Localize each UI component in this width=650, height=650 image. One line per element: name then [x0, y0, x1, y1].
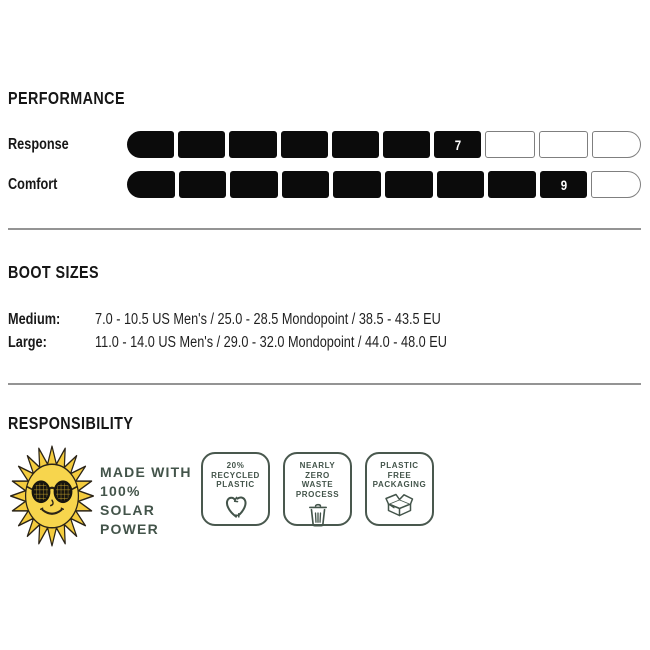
rating-segment: [592, 131, 641, 158]
rating-segment: [281, 131, 328, 158]
rating-segment: [179, 171, 227, 198]
section-divider: [8, 228, 641, 230]
badge-text-line: ZERO: [305, 470, 330, 480]
size-row: [8, 331, 641, 354]
size-label: Large:: [8, 334, 47, 351]
rating-segment: [488, 171, 536, 198]
boot-sizes-heading: BOOT SIZES: [8, 262, 100, 282]
rating-segment: [178, 131, 225, 158]
section-divider: [8, 383, 641, 385]
sun-with-sunglasses-icon: [8, 443, 96, 554]
rating-segment: [333, 171, 381, 198]
open-box-icon: [384, 493, 415, 523]
rating-segment: [230, 171, 278, 198]
recycled-plastic-badge: [201, 452, 270, 526]
badge-text-line: RECYCLED: [211, 470, 260, 480]
solar-power-line: 100% SOLAR: [100, 483, 155, 518]
rating-label: Response: [8, 135, 69, 153]
badge-text: [373, 461, 427, 490]
badge-text-line: PROCESS: [295, 489, 340, 499]
rating-segment: [540, 171, 588, 198]
solar-power-text: [100, 463, 197, 539]
rating-segment: [434, 131, 481, 158]
size-label: Medium:: [8, 311, 61, 328]
rating-segment: [127, 171, 175, 198]
rating-value: 9: [560, 176, 567, 193]
badge-text-line: FREE: [387, 470, 412, 480]
rating-label: Comfort: [8, 175, 58, 193]
badge-text-line: PACKAGING: [372, 480, 427, 489]
trash-bin-icon: [306, 502, 330, 532]
rating-segment: [127, 131, 174, 158]
responsibility-row: [8, 443, 641, 554]
size-value: 7.0 - 10.5 US Men's / 25.0 - 28.5 Mondopoint / 38.5 - 43.5 EU: [95, 311, 441, 328]
rating-segment: [591, 171, 641, 198]
rating-segment: [539, 131, 588, 158]
rating-segment: [485, 131, 534, 158]
responsibility-heading: RESPONSIBILITY: [8, 413, 134, 433]
zero-waste-badge: [283, 452, 352, 526]
badge-text-line: PLASTIC: [216, 480, 255, 489]
rating-row: [8, 131, 641, 158]
plastic-free-badge: [365, 452, 434, 526]
size-row: [8, 308, 641, 331]
solar-power-line: MADE WITH: [100, 464, 192, 480]
badge-text: [211, 461, 260, 490]
performance-ratings: [8, 131, 641, 198]
badge-text-line: 20%: [226, 461, 245, 470]
rating-segment: [332, 131, 379, 158]
rating-segment: [282, 171, 330, 198]
rating-segment: [385, 171, 433, 198]
size-value: 11.0 - 14.0 US Men's / 29.0 - 32.0 Mondopoint / 44.0 - 48.0 EU: [95, 334, 447, 351]
rating-bar: [127, 131, 641, 158]
badge-text-line: NEARLY: [299, 461, 336, 470]
badge-text: [296, 461, 339, 499]
rating-row: [8, 171, 641, 198]
boot-sizes-table: [8, 308, 641, 354]
rating-value: 7: [454, 136, 462, 153]
rating-segment: [383, 131, 430, 158]
performance-heading: PERFORMANCE: [8, 88, 125, 108]
rating-segment: [437, 171, 485, 198]
badge-text-line: PLASTIC: [380, 461, 419, 470]
rating-bar: [127, 171, 641, 198]
badge-text-line: WASTE: [301, 480, 334, 489]
eco-badges: [201, 452, 434, 526]
recycled-heart-icon: [222, 493, 250, 525]
rating-segment: [229, 131, 276, 158]
solar-power-line: POWER: [100, 521, 159, 537]
